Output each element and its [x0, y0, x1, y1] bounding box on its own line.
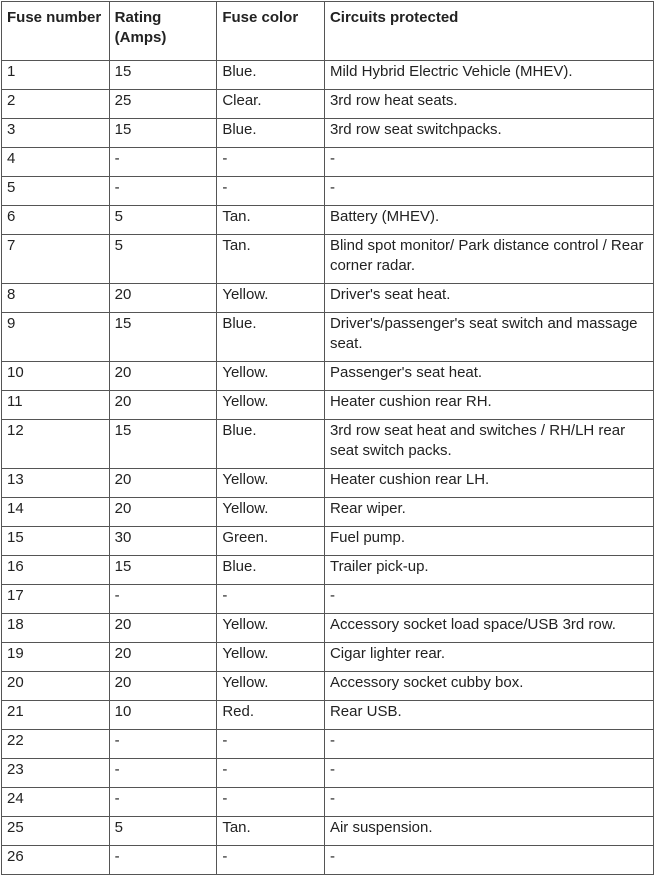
- cell-fuse-number: 14: [2, 498, 110, 527]
- cell-fuse-number: 16: [2, 556, 110, 585]
- cell-circuit: -: [324, 585, 653, 614]
- table-row: [2, 391, 654, 420]
- cell-fuse-color: Blue.: [217, 61, 325, 90]
- cell-rating: 5: [109, 235, 217, 284]
- table-row: [2, 206, 654, 235]
- header-row: [2, 2, 654, 61]
- table-row: [2, 614, 654, 643]
- cell-fuse-number: 6: [2, 206, 110, 235]
- table-row: [2, 284, 654, 313]
- cell-rating: 15: [109, 313, 217, 362]
- cell-fuse-color: Red.: [217, 701, 325, 730]
- cell-fuse-number: 19: [2, 643, 110, 672]
- cell-rating: -: [109, 846, 217, 875]
- cell-circuit: -: [324, 759, 653, 788]
- table-row: [2, 119, 654, 148]
- cell-fuse-number: 11: [2, 391, 110, 420]
- cell-fuse-color: -: [217, 177, 325, 206]
- cell-rating: 10: [109, 701, 217, 730]
- table-row: [2, 362, 654, 391]
- cell-circuit: Blind spot monitor/ Park distance control / Rear corner radar.: [324, 235, 653, 284]
- cell-rating: 20: [109, 284, 217, 313]
- cell-fuse-number: 26: [2, 846, 110, 875]
- cell-fuse-number: 5: [2, 177, 110, 206]
- cell-fuse-color: Blue.: [217, 313, 325, 362]
- cell-rating: 20: [109, 362, 217, 391]
- cell-circuit: -: [324, 846, 653, 875]
- cell-rating: 15: [109, 119, 217, 148]
- cell-fuse-number: 21: [2, 701, 110, 730]
- cell-fuse-color: Tan.: [217, 206, 325, 235]
- cell-fuse-number: 22: [2, 730, 110, 759]
- cell-fuse-color: -: [217, 148, 325, 177]
- table-row: [2, 672, 654, 701]
- cell-circuit: Accessory socket cubby box.: [324, 672, 653, 701]
- table-row: [2, 701, 654, 730]
- cell-fuse-number: 7: [2, 235, 110, 284]
- cell-circuit: Rear wiper.: [324, 498, 653, 527]
- cell-fuse-color: Yellow.: [217, 498, 325, 527]
- cell-rating: 20: [109, 672, 217, 701]
- cell-fuse-number: 20: [2, 672, 110, 701]
- cell-fuse-color: -: [217, 788, 325, 817]
- cell-rating: 20: [109, 614, 217, 643]
- cell-circuit: -: [324, 730, 653, 759]
- fuse-table: [1, 1, 654, 875]
- cell-fuse-color: Yellow.: [217, 469, 325, 498]
- cell-circuit: Heater cushion rear LH.: [324, 469, 653, 498]
- cell-rating: -: [109, 148, 217, 177]
- cell-fuse-color: -: [217, 730, 325, 759]
- cell-fuse-color: Yellow.: [217, 643, 325, 672]
- header-rating: Rating (Amps): [109, 2, 217, 61]
- cell-fuse-color: Clear.: [217, 90, 325, 119]
- cell-circuit: Accessory socket load space/USB 3rd row.: [324, 614, 653, 643]
- cell-circuit: Air suspension.: [324, 817, 653, 846]
- table-row: [2, 469, 654, 498]
- cell-fuse-color: Blue.: [217, 556, 325, 585]
- cell-rating: -: [109, 759, 217, 788]
- cell-fuse-number: 3: [2, 119, 110, 148]
- table-row: [2, 235, 654, 284]
- cell-rating: 20: [109, 469, 217, 498]
- table-row: [2, 498, 654, 527]
- table-row: [2, 527, 654, 556]
- cell-fuse-number: 23: [2, 759, 110, 788]
- cell-fuse-color: Tan.: [217, 235, 325, 284]
- table-row: [2, 90, 654, 119]
- table-row: [2, 177, 654, 206]
- cell-rating: 20: [109, 498, 217, 527]
- cell-fuse-number: 24: [2, 788, 110, 817]
- cell-fuse-number: 10: [2, 362, 110, 391]
- header-fuse-number: Fuse number: [2, 2, 110, 61]
- cell-fuse-color: Yellow.: [217, 284, 325, 313]
- cell-circuit: 3rd row seat heat and switches / RH/LH rear seat switch packs.: [324, 420, 653, 469]
- cell-fuse-color: -: [217, 585, 325, 614]
- cell-circuit: Heater cushion rear RH.: [324, 391, 653, 420]
- cell-fuse-number: 15: [2, 527, 110, 556]
- table-row: [2, 846, 654, 875]
- cell-fuse-color: Green.: [217, 527, 325, 556]
- cell-circuit: 3rd row heat seats.: [324, 90, 653, 119]
- cell-rating: -: [109, 177, 217, 206]
- cell-rating: 25: [109, 90, 217, 119]
- cell-circuit: -: [324, 788, 653, 817]
- cell-fuse-number: 1: [2, 61, 110, 90]
- cell-rating: 5: [109, 206, 217, 235]
- table-row: [2, 759, 654, 788]
- cell-circuit: Cigar lighter rear.: [324, 643, 653, 672]
- table-row: [2, 556, 654, 585]
- cell-circuit: Passenger's seat heat.: [324, 362, 653, 391]
- cell-circuit: Driver's/passenger's seat switch and massage seat.: [324, 313, 653, 362]
- cell-fuse-number: 2: [2, 90, 110, 119]
- header-circuits-protected: Circuits protected: [324, 2, 653, 61]
- table-row: [2, 420, 654, 469]
- cell-circuit: Fuel pump.: [324, 527, 653, 556]
- cell-circuit: Rear USB.: [324, 701, 653, 730]
- cell-rating: 15: [109, 61, 217, 90]
- table-row: [2, 313, 654, 362]
- cell-fuse-number: 25: [2, 817, 110, 846]
- cell-rating: 15: [109, 556, 217, 585]
- cell-rating: -: [109, 730, 217, 759]
- cell-rating: 30: [109, 527, 217, 556]
- table-row: [2, 61, 654, 90]
- cell-fuse-number: 17: [2, 585, 110, 614]
- cell-circuit: Battery (MHEV).: [324, 206, 653, 235]
- cell-fuse-color: -: [217, 759, 325, 788]
- header-fuse-color: Fuse color: [217, 2, 325, 61]
- cell-fuse-color: Blue.: [217, 119, 325, 148]
- cell-circuit: -: [324, 148, 653, 177]
- cell-fuse-number: 18: [2, 614, 110, 643]
- cell-fuse-number: 12: [2, 420, 110, 469]
- cell-rating: 20: [109, 391, 217, 420]
- cell-fuse-color: Yellow.: [217, 391, 325, 420]
- cell-fuse-number: 8: [2, 284, 110, 313]
- table-row: [2, 585, 654, 614]
- cell-fuse-color: Yellow.: [217, 362, 325, 391]
- table-row: [2, 148, 654, 177]
- table-body: [2, 61, 654, 875]
- table-row: [2, 643, 654, 672]
- cell-rating: 5: [109, 817, 217, 846]
- cell-fuse-number: 13: [2, 469, 110, 498]
- cell-circuit: Trailer pick-up.: [324, 556, 653, 585]
- cell-rating: -: [109, 788, 217, 817]
- cell-rating: 20: [109, 643, 217, 672]
- cell-circuit: 3rd row seat switchpacks.: [324, 119, 653, 148]
- table-row: [2, 817, 654, 846]
- cell-fuse-color: Yellow.: [217, 614, 325, 643]
- cell-rating: -: [109, 585, 217, 614]
- cell-circuit: -: [324, 177, 653, 206]
- cell-fuse-color: Tan.: [217, 817, 325, 846]
- cell-fuse-color: Yellow.: [217, 672, 325, 701]
- cell-fuse-color: -: [217, 846, 325, 875]
- cell-circuit: Mild Hybrid Electric Vehicle (MHEV).: [324, 61, 653, 90]
- cell-rating: 15: [109, 420, 217, 469]
- cell-fuse-color: Blue.: [217, 420, 325, 469]
- cell-fuse-number: 9: [2, 313, 110, 362]
- table-row: [2, 730, 654, 759]
- cell-fuse-number: 4: [2, 148, 110, 177]
- table-row: [2, 788, 654, 817]
- table-header: [2, 2, 654, 61]
- cell-circuit: Driver's seat heat.: [324, 284, 653, 313]
